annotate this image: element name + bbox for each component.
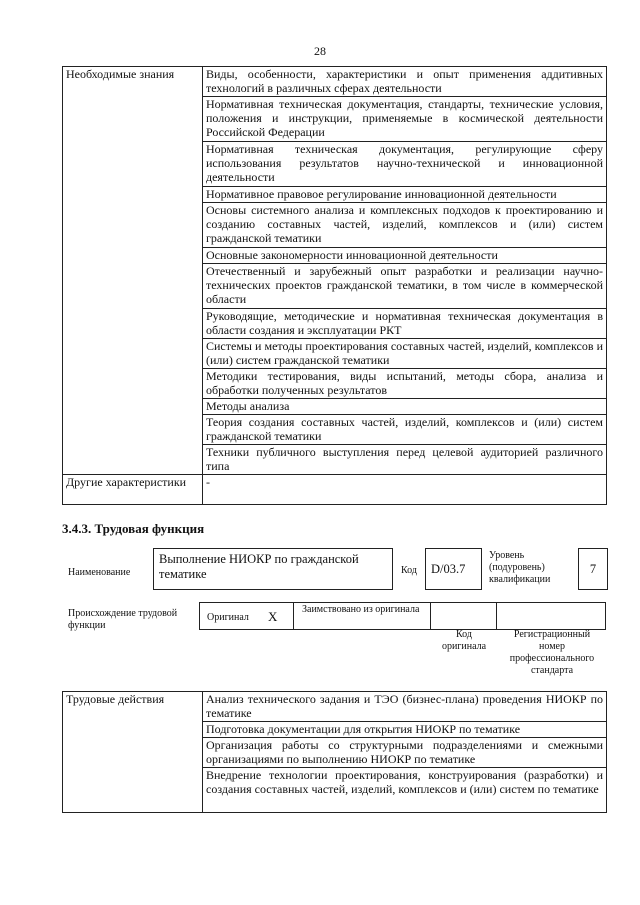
page-number: 28 [314, 44, 326, 58]
knowledge-table [62, 66, 607, 505]
action-item: Подготовка документации для открытия НИОКР по тематике [203, 722, 607, 738]
action-item: Организация работы со структурными подразделениями и смежными организациями по выполнению НИОКР по тематике [203, 738, 607, 768]
origin-label: Происхождение трудовой функции [68, 608, 178, 631]
code-value: D/03.7 [425, 548, 482, 590]
table-row [63, 67, 607, 97]
knowledge-item: Нормативное правовое регулирование инновационной деятельности [203, 187, 607, 203]
origin-divider [430, 602, 431, 630]
level-label: Уровень (подуровень) квалификации [489, 550, 551, 585]
name-value: Выполнение НИОКР по гражданской тематике [153, 548, 393, 590]
code-caption: Код оригинала [441, 629, 487, 652]
knowledge-label: Необходимые знания [63, 67, 203, 475]
other-characteristics-label: Другие характеристики [63, 475, 203, 505]
name-label: Наименование [68, 567, 131, 578]
knowledge-item: Системы и методы проектирования составных частей, изделий, комплексов и (или) систем гражданской тематики [203, 339, 607, 369]
table-row [63, 692, 607, 722]
knowledge-item: Основные закономерности инновационной деятельности [203, 248, 607, 264]
knowledge-item: Виды, особенности, характеристики и опыт применения аддитивных технологий в различных сферах деятельности [203, 67, 607, 97]
knowledge-item: Основы системного анализа и комплексных подходов к проектированию и созданию составных частей, изделий, комплексов и (или) систем гражданской тематики [203, 203, 607, 248]
other-characteristics-value: - [203, 475, 607, 505]
actions-label: Трудовые действия [63, 692, 203, 813]
original-label: Оригинал [207, 612, 249, 623]
knowledge-item: Отечественный и зарубежный опыт разработки и реализации научно-технических проектов гражданской тематики, в том числе в коммерческой области [203, 264, 607, 309]
action-item: Внедрение технологии проектирования, конструирования (разработки) и создания составных частей, изделий, комплексов и (или) систем по тематике [203, 768, 607, 813]
knowledge-item: Теория создания составных частей, изделий, комплексов и (или) систем гражданской тематики [203, 415, 607, 445]
knowledge-item: Нормативная техническая документация, стандарты, технические условия, положения и инструкции, применяемые в космической деятельности Российской Федерации [203, 97, 607, 142]
borrowed-label: Заимствовано из оригинала [302, 604, 420, 615]
origin-divider [496, 602, 497, 630]
reg-number-caption: Регистрационный номер профессионального стандарта [509, 629, 595, 676]
origin-divider [293, 602, 294, 630]
code-label: Код [401, 565, 417, 576]
knowledge-item: Руководящие, методические и нормативная техническая документация в области создания и эксплуатации РКТ [203, 309, 607, 339]
section-heading: 3.4.3. Трудовая функция [62, 521, 205, 536]
knowledge-item: Техники публичного выступления перед целевой аудиторией различного типа [203, 445, 607, 475]
table-row [63, 475, 607, 505]
knowledge-item: Нормативная техническая документация, регулирующие сферу использования результатов научно-технической и инновационной деятельности [203, 142, 607, 187]
original-mark: X [268, 609, 278, 624]
action-item: Анализ технического задания и ТЭО (бизнес-плана) проведения НИОКР по тематике [203, 692, 607, 722]
knowledge-item: Методики тестирования, виды испытаний, методы сбора, анализа и обработки полученных результатов [203, 369, 607, 399]
knowledge-item: Методы анализа [203, 399, 607, 415]
actions-table [62, 691, 607, 813]
level-value: 7 [578, 548, 608, 590]
